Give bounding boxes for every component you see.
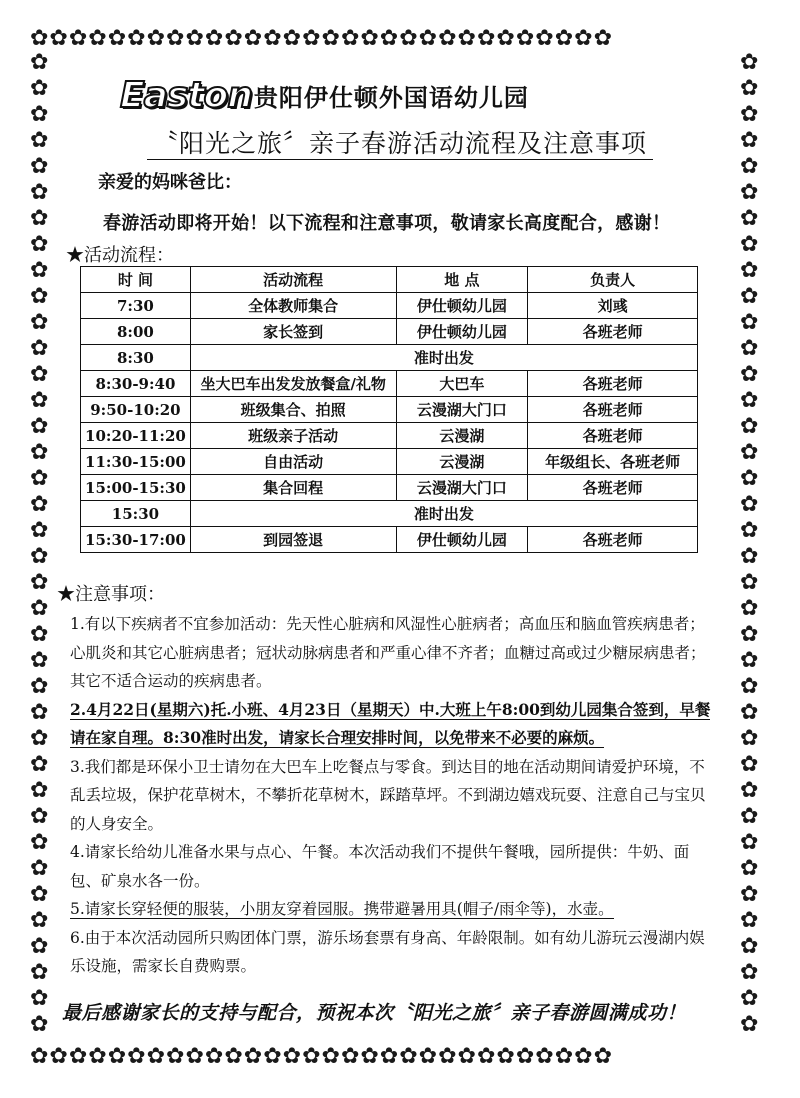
person-cell: 刘彧	[528, 293, 698, 319]
note-item: 3.我们都是环保小卫士请勿在大巴车上吃餐点与零食。到达目的地在活动期间请爱护环境，不乱丢垃圾，保护花草树木，不攀折花草树木，踩踏草坪。不到湖边嬉戏玩耍、注意自己与宝贝的人身安全。	[70, 757, 706, 833]
column-header-person: 负责人	[528, 267, 698, 293]
easton-logo: Easton	[120, 74, 252, 116]
person-cell: 各班老师	[528, 371, 698, 397]
person-cell: 各班老师	[528, 397, 698, 423]
place-cell: 云漫湖大门口	[396, 397, 528, 423]
closing-message: 最后感谢家长的支持与配合，预祝本次〝阳光之旅〞亲子春游圆满成功！	[62, 1002, 687, 1024]
column-header-activity: 活动流程	[190, 267, 396, 293]
activity-cell: 班级集合、拍照	[190, 397, 396, 423]
note-item	[70, 895, 720, 924]
time-cell: 10:20-11:20	[81, 423, 191, 449]
activity-cell: 集合回程	[190, 475, 396, 501]
time-cell: 15:30	[81, 501, 191, 527]
activity-cell: 家长签到	[190, 319, 396, 345]
person-cell: 各班老师	[528, 475, 698, 501]
time-cell: 8:30	[81, 345, 191, 371]
notes-heading: ★注意事项：	[57, 584, 165, 605]
person-cell: 年级组长、各班老师	[528, 449, 698, 475]
border-top: ✿✿✿✿✿✿✿✿✿✿✿✿✿✿✿✿✿✿✿✿✿✿✿✿✿✿✿✿✿✿	[30, 28, 614, 51]
letterhead	[120, 74, 529, 116]
table-row	[81, 397, 698, 423]
table-row	[81, 501, 698, 527]
document-title	[0, 124, 800, 160]
place-cell: 伊仕顿幼儿园	[396, 527, 528, 553]
time-cell: 8:00	[81, 319, 191, 345]
place-cell: 云漫湖	[396, 449, 528, 475]
border-bottom: ✿✿✿✿✿✿✿✿✿✿✿✿✿✿✿✿✿✿✿✿✿✿✿✿✿✿✿✿✿✿	[30, 1046, 614, 1069]
activity-cell: 全体教师集合	[190, 293, 396, 319]
table-row	[81, 319, 698, 345]
person-cell: 各班老师	[528, 423, 698, 449]
place-cell: 伊仕顿幼儿园	[396, 293, 528, 319]
person-cell: 各班老师	[528, 319, 698, 345]
table-row	[81, 449, 698, 475]
time-cell: 15:30-17:00	[81, 527, 191, 553]
note-item: 4.请家长给幼儿准备水果与点心、午餐。本次活动我们不提供午餐哦，园所提供：牛奶、面包、矿泉水各一份。	[70, 843, 690, 890]
table-row	[81, 371, 698, 397]
time-cell: 8:30-9:40	[81, 371, 191, 397]
place-cell: 大巴车	[396, 371, 528, 397]
table-header-row	[81, 267, 698, 293]
time-cell: 9:50-10:20	[81, 397, 191, 423]
intro-text: 春游活动即将开始！以下流程和注意事项，敬请家长高度配合，感谢！	[103, 213, 671, 234]
time-cell: 11:30-15:00	[81, 449, 191, 475]
time-cell: 15:00-15:30	[81, 475, 191, 501]
note-item	[70, 696, 720, 753]
activity-cell: 坐大巴车出发发放餐盒/礼物	[190, 371, 396, 397]
schedule-body	[81, 293, 698, 553]
table-row	[81, 293, 698, 319]
process-heading: ★活动流程：	[66, 245, 174, 266]
place-cell: 伊仕顿幼儿园	[396, 319, 528, 345]
table-row	[81, 475, 698, 501]
greeting: 亲爱的妈咪爸比：	[98, 172, 242, 193]
activity-cell: 班级亲子活动	[190, 423, 396, 449]
note-item: 1.有以下疾病者不宜参加活动：先天性心脏病和风湿性心脏病者；高血压和脑血管疾病患者；心肌炎和其它心脏病患者；冠状动脉病患者和严重心律不齐者；血糖过高或过少糖尿病患者；其它不适合运动的疾病患者。	[70, 615, 706, 690]
note-item-text: 2.4月22日(星期六)托.小班、4月23日（星期天）中.大班上午8:00到幼儿园集合签到，早餐请在家自理。8:30准时出发，请家长合理安排时间，以免带来不必要的麻烦。	[70, 699, 711, 747]
time-cell: 7:30	[81, 293, 191, 319]
school-name: 贵阳伊仕顿外国语幼儿园	[253, 82, 529, 112]
table-row	[81, 345, 698, 371]
table-row	[81, 423, 698, 449]
column-header-time: 时 间	[81, 267, 191, 293]
border-left: ✿ ✿ ✿ ✿ ✿ ✿ ✿ ✿ ✿ ✿ ✿ ✿ ✿ ✿ ✿ ✿ ✿ ✿ ✿ ✿ ✿ ✿ ✿ ✿ ✿ ✿ ✿ ✿ ✿ ✿ ✿ ✿ ✿ ✿ ✿ ✿ ✿ ✿	[30, 52, 49, 1037]
note-item-text: 5.请家长穿轻便的服装，小朋友穿着园服。携带避暑用具(帽子/雨伞等)，水壶。	[70, 900, 614, 918]
merged-cell: 准时出发	[190, 345, 697, 371]
border-right: ✿ ✿ ✿ ✿ ✿ ✿ ✿ ✿ ✿ ✿ ✿ ✿ ✿ ✿ ✿ ✿ ✿ ✿ ✿ ✿ ✿ ✿ ✿ ✿ ✿ ✿ ✿ ✿ ✿ ✿ ✿ ✿ ✿ ✿ ✿ ✿ ✿ ✿	[740, 52, 759, 1037]
person-cell: 各班老师	[528, 527, 698, 553]
column-header-place: 地 点	[396, 267, 528, 293]
notes-list	[70, 610, 720, 981]
merged-cell: 准时出发	[190, 501, 697, 527]
activity-cell: 到园签退	[190, 527, 396, 553]
place-cell: 云漫湖	[396, 423, 528, 449]
activity-cell: 自由活动	[190, 449, 396, 475]
schedule-table	[80, 266, 698, 553]
document-title-text: 〝阳光之旅〞亲子春游活动流程及注意事项	[147, 129, 653, 160]
place-cell: 云漫湖大门口	[396, 475, 528, 501]
table-row	[81, 527, 698, 553]
note-item: 6.由于本次活动园所只购团体门票，游乐场套票有身高、年龄限制。如有幼儿游玩云漫湖内娱乐设施，需家长自费购票。	[70, 928, 705, 975]
